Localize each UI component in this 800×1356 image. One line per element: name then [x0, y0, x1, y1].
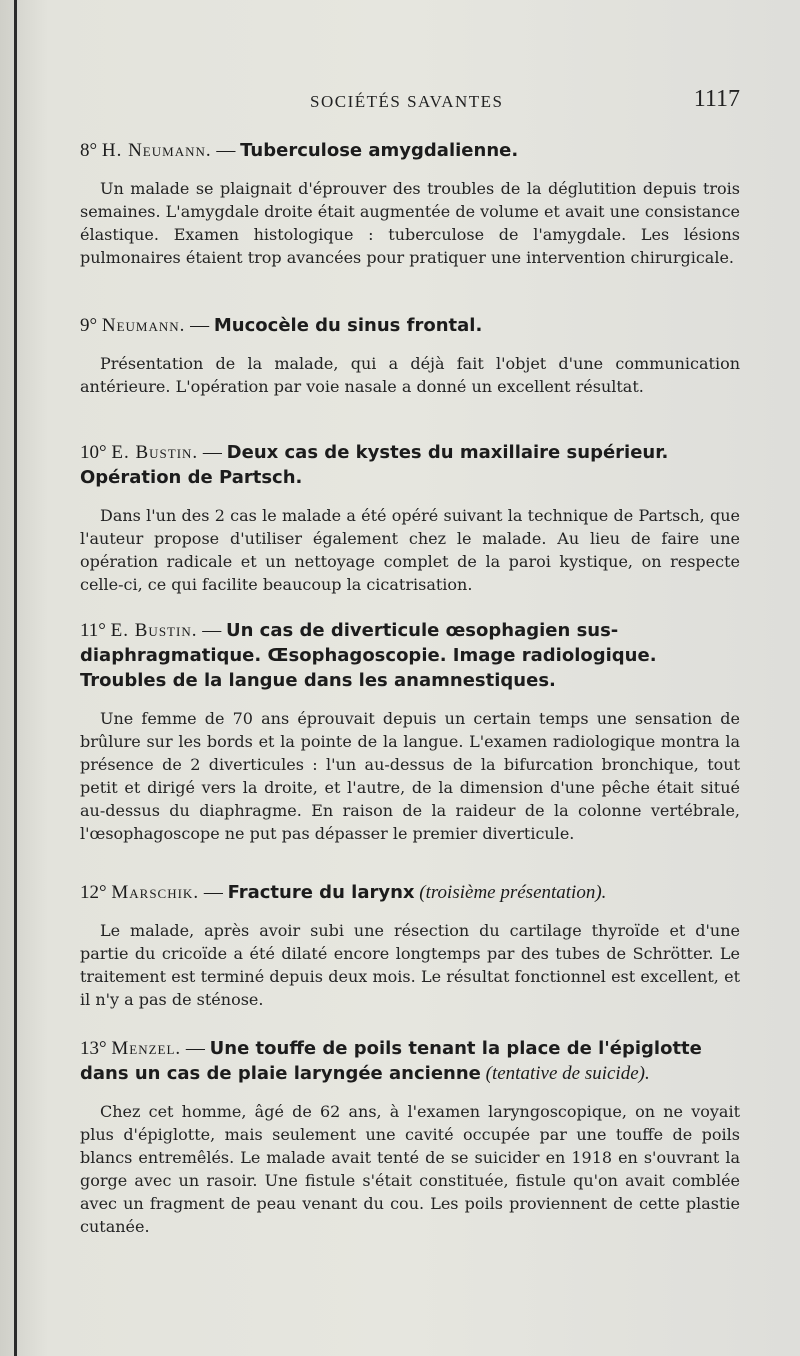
entry-author: E. Bustin.: [111, 442, 199, 463]
entry-heading: [80, 618, 740, 693]
entry-title: Mucocèle du sinus frontal.: [213, 315, 483, 336]
entry-heading: [80, 440, 740, 490]
entry-title: Fracture du larynx: [227, 882, 415, 903]
entry-body: Un malade se plaignait d'éprouver des troubles de la déglutition depuis trois semaines. L'amygdale droite était augmentée de volume et avait une consistance élastique. Examen histologique : tuberculose de l'amygdale. Les lésions pulmonaires étaient trop avancées pour pratiquer une intervention chirurgicale.: [80, 179, 740, 267]
entry-heading: [80, 880, 740, 905]
entry-title: Un cas de diverticule œsophagien sus-diaphragmatique. Œsophagoscopie. Image radiologique. Troubles de la langue dans les anamnestiques.: [80, 620, 657, 691]
entry-author: Menzel.: [111, 1038, 182, 1059]
entry-9: [80, 313, 740, 398]
entry-note: (tentative de suicide).: [485, 1063, 650, 1084]
entry-12: [80, 880, 740, 1011]
entry-dash: —: [203, 882, 223, 903]
entry-author: H. Neumann.: [101, 140, 212, 161]
entry-title: Une touffe de poils tenant la place de l'épiglotte dans un cas de plaie laryngée ancienne: [80, 1038, 702, 1084]
entry-heading: [80, 313, 740, 338]
page-spine-edge: [14, 0, 17, 1356]
entry-dash: —: [190, 315, 210, 336]
entry-dash: —: [185, 1038, 205, 1059]
entry-number: 11°: [80, 620, 106, 641]
entry-10: [80, 440, 740, 596]
entry-13: [80, 1036, 740, 1238]
entry-author: Marschik.: [111, 882, 200, 903]
entry-title: Deux cas de kystes du maxillaire supérieur. Opération de Partsch.: [80, 442, 669, 488]
entry-body: Présentation de la malade, qui a déjà fait l'objet d'une communication antérieure. L'opération par voie nasale a donné un excellent résultat.: [80, 354, 740, 396]
entry-number: 9°: [80, 315, 98, 336]
entry-author: E. Bustin.: [110, 620, 198, 641]
entry-heading: [80, 138, 740, 163]
entry-body: Dans l'un des 2 cas le malade a été opéré suivant la technique de Partsch, que l'auteur propose d'utiliser également chez le malade. Au lieu de faire une opération radicale et un nettoyage complet de la paroi kystique, on respecte celle-ci, ce qui facilite beaucoup la cicatrisation.: [80, 506, 740, 594]
entry-body: Une femme de 70 ans éprouvait depuis un certain temps une sensation de brûlure sur les bords et la pointe de la langue. L'examen radiologique montra la présence de 2 diverticules : l'un au-dessus de la bifurcation bronchique, tout petit et dirigé vers la droite, et l'autre, de la dimension d'une pêche était situé au-dessus du diaphragme. En raison de la raideur de la colonne vertébrale, l'œsophagoscope ne put pas dépasser le premier diverticule.: [80, 709, 740, 843]
entry-11: [80, 618, 740, 845]
page-number: 1117: [693, 86, 740, 112]
entry-author: Neumann.: [101, 315, 186, 336]
entry-number: 13°: [80, 1038, 107, 1059]
entry-dash: —: [216, 140, 236, 161]
entry-dash: —: [202, 442, 222, 463]
entry-8: [80, 138, 740, 269]
entry-body: Le malade, après avoir subi une résection du cartilage thyroïde et d'une partie du cricoïde a été dilaté encore longtemps par des tubes de Schrötter. Le traitement est terminé depuis deux mois. Le résultat fonctionnel est excellent, et il n'y a pas de sténose.: [80, 921, 740, 1009]
entry-number: 12°: [80, 882, 107, 903]
running-head: [80, 86, 740, 120]
entry-note: (troisième présentation).: [419, 882, 607, 903]
entry-body: Chez cet homme, âgé de 62 ans, à l'examen laryngoscopique, on ne voyait plus d'épiglotte, mais seulement une cavité occupée par une touffe de poils blancs entremêlés. Le malade avait tenté de se suicider en 1918 en s'ouvrant la gorge avec un rasoir. Une fistule s'était constituée, fistule qu'on avait comblée avec un fragment de peau venant du cou. Les poils proviennent de cette plastie cutanée.: [80, 1102, 740, 1236]
entry-number: 10°: [80, 442, 107, 463]
entry-number: 8°: [80, 140, 98, 161]
entry-dash: —: [202, 620, 222, 641]
running-title: SOCIÉTÉS SAVANTES: [310, 92, 504, 111]
entry-title: Tuberculose amygdalienne.: [240, 140, 519, 161]
entry-heading: [80, 1036, 740, 1086]
